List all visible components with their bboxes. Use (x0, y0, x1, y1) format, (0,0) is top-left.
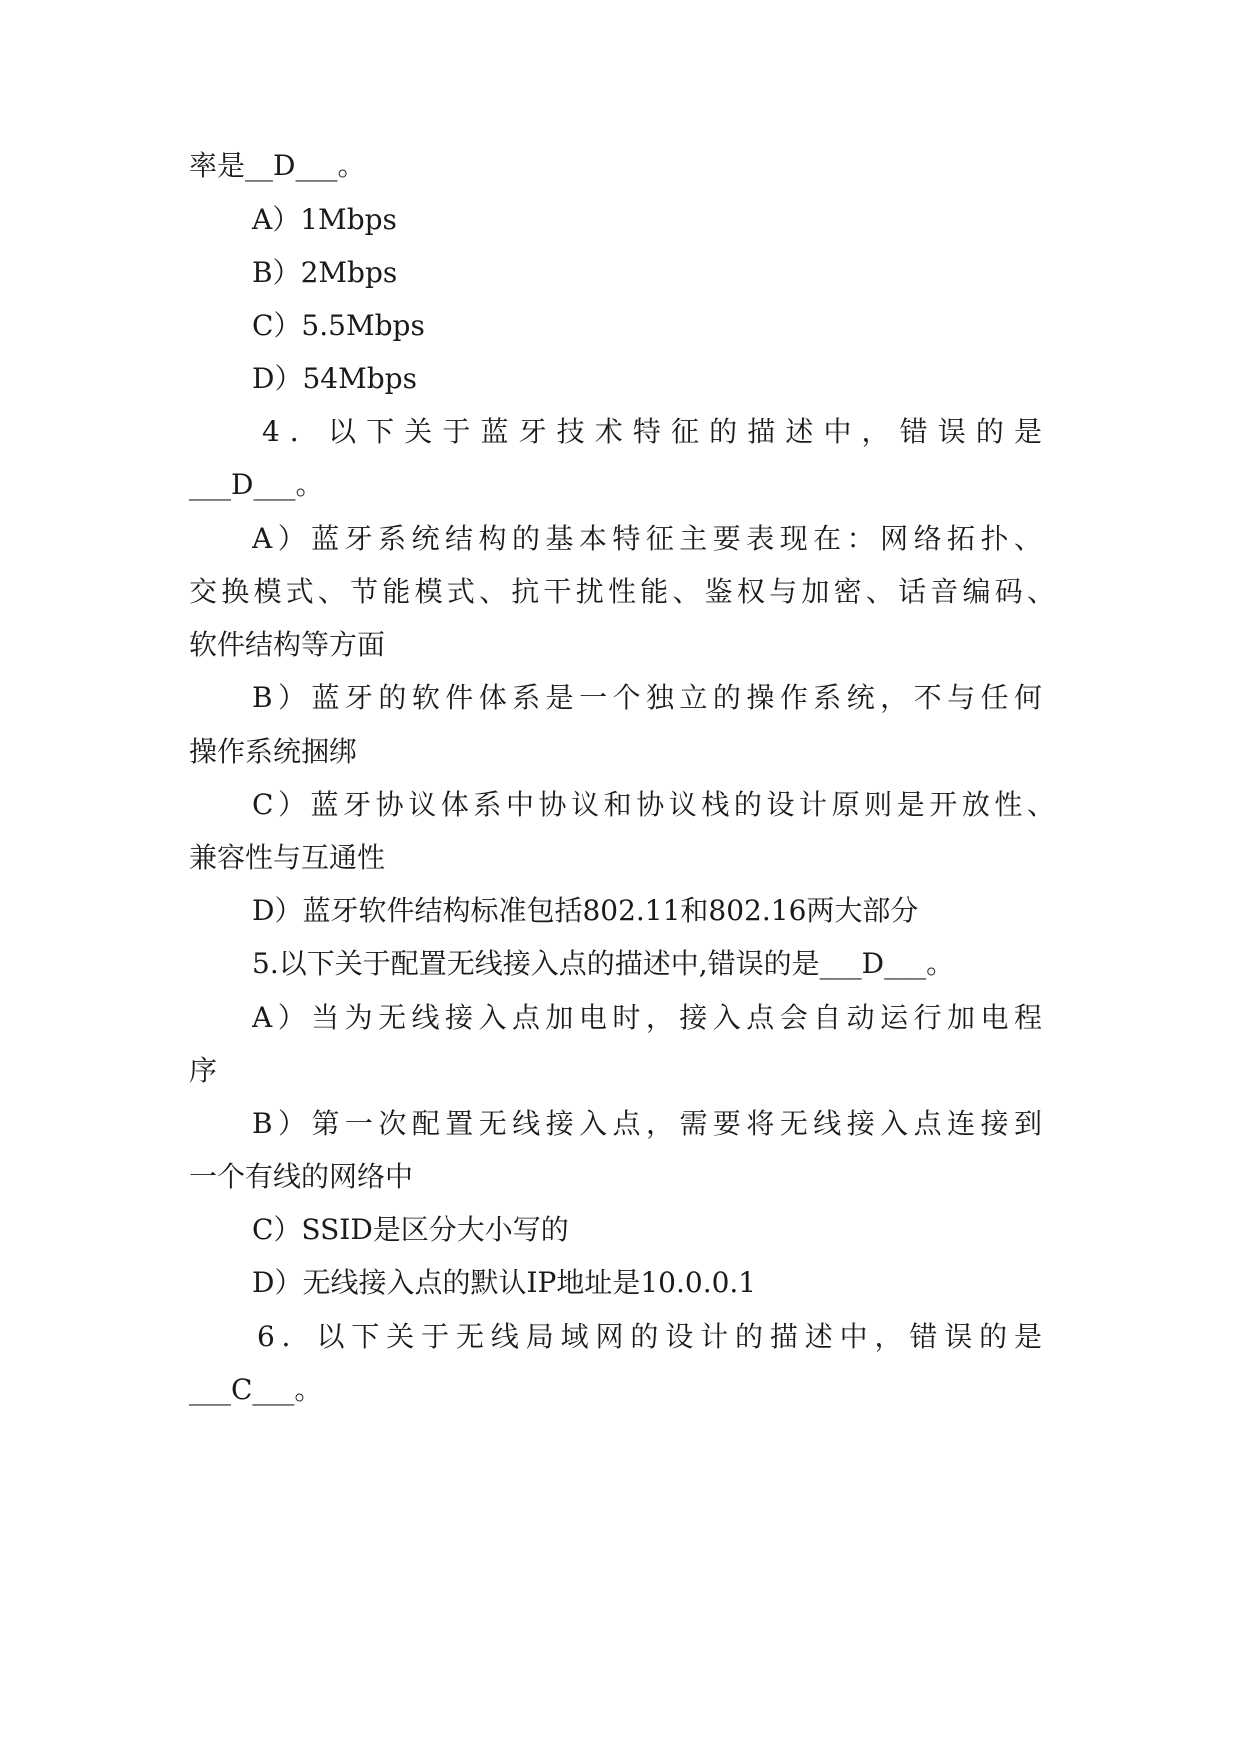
option-c: C）5.5Mbps (252, 309, 425, 342)
option-d: D）54Mbps (252, 362, 417, 395)
option-b: B）第一次配置无线接入点，需要将无线接入点连接到 (252, 1107, 1042, 1140)
text-line: 兼容性与互通性 (189, 841, 386, 874)
answer-blank: ___D___。 (189, 468, 324, 501)
option-a: A）当为无线接入点加电时，接入点会自动运行加电程 (252, 1001, 1042, 1034)
option-a: A）1Mbps (252, 203, 397, 236)
text-line: 一个有线的网络中 (189, 1160, 414, 1193)
text-line: 序 (189, 1054, 218, 1087)
option-c: C）蓝牙协议体系中协议和协议栈的设计原则是开放性、 (252, 788, 1055, 821)
option-a: A）蓝牙系统结构的基本特征主要表现在：网络拓扑、 (252, 522, 1042, 555)
option-d: D）无线接入点的默认IP地址是10.0.0.1 (252, 1266, 757, 1299)
text-line: 软件结构等方面 (189, 628, 386, 661)
option-b: B）蓝牙的软件体系是一个独立的操作系统，不与任何 (252, 681, 1042, 714)
option-d: D）蓝牙软件结构标准包括802.11和802.16两大部分 (252, 894, 919, 927)
option-b: B）2Mbps (252, 256, 398, 289)
text-line: 交换模式、节能模式、抗干扰性能、鉴权与加密、话音编码、 (189, 575, 1055, 608)
text-line: 率是__D___。 (189, 149, 366, 182)
answer-blank: ___C___。 (189, 1373, 323, 1406)
option-c: C）SSID是区分大小写的 (252, 1213, 569, 1246)
question-6: 6．以下关于无线局域网的设计的描述中，错误的是 (257, 1320, 1042, 1353)
question-4: 4．以下关于蓝牙技术特征的描述中，错误的是 (262, 415, 1042, 448)
text-line: 操作系统捆绑 (189, 735, 358, 768)
question-5: 5.以下关于配置无线接入点的描述中,错误的是___D___。 (252, 947, 955, 980)
